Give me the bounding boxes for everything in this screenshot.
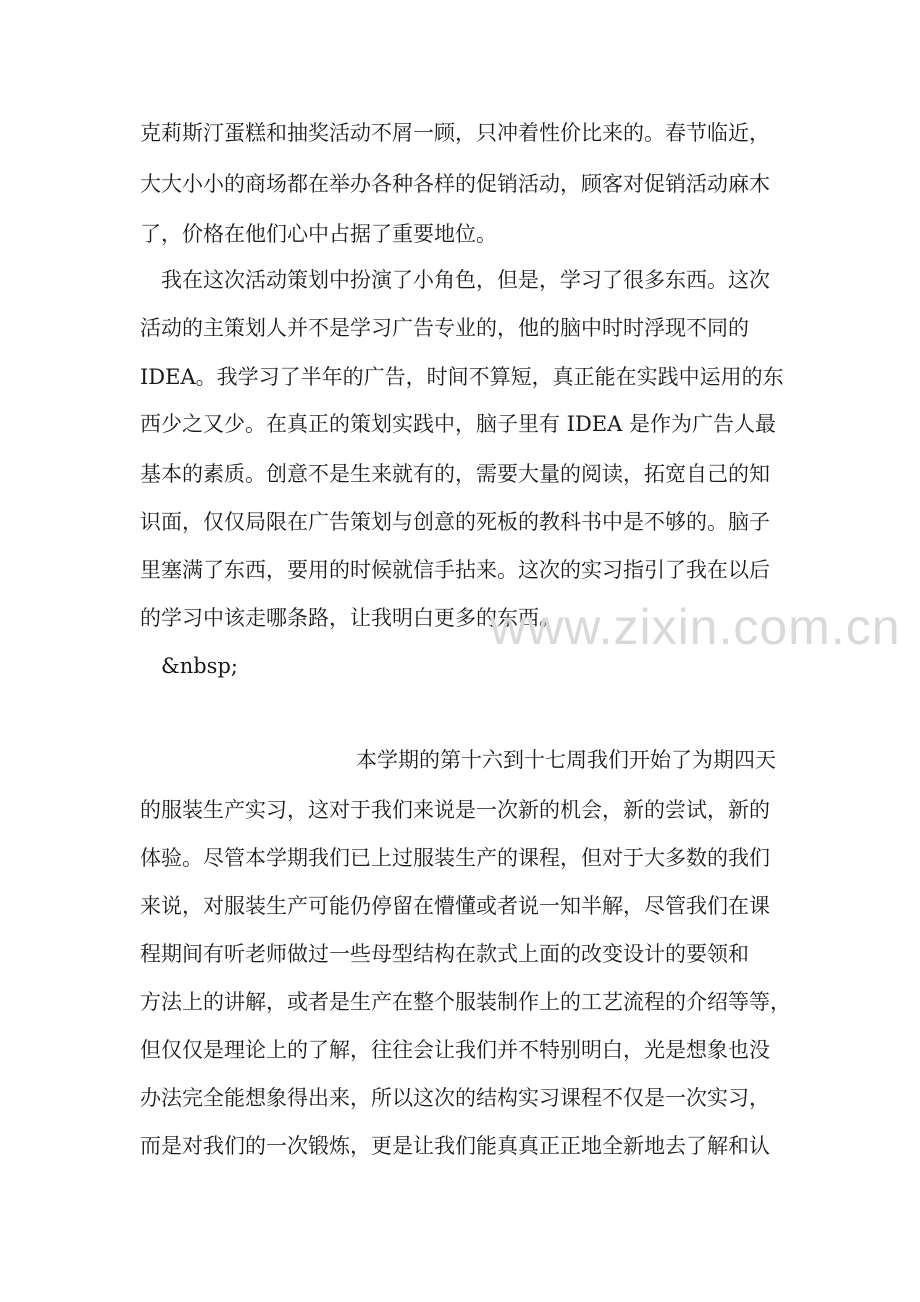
paragraph-2-line-3: IDEA。我学习了半年的广告，时间不算短，真正能在实践中运用的东 xyxy=(140,365,784,389)
paragraph-3-line-7: 但仅仅是理论上的了解，往往会让我们并不特别明白，光是想象也没 xyxy=(140,1038,770,1062)
paragraph-2-line-6: 识面，仅仅局限在广告策划与创意的死板的教科书中是不够的。脑子 xyxy=(140,510,770,534)
paragraph-3-line-1: 本学期的第十六到十七周我们开始了为期四天 xyxy=(356,748,776,772)
paragraph-2-line-2: 活动的主策划人并不是学习广告专业的，他的脑中时时浮现不同的 xyxy=(140,316,749,340)
paragraph-2-line-1: 我在这次活动策划中扮演了小角色，但是，学习了很多东西。这次 xyxy=(161,268,770,292)
paragraph-1-line-1: 克莉斯汀蛋糕和抽奖活动不屑一顾，只冲着性价比来的。春节临近， xyxy=(140,121,770,145)
paragraph-1-line-3: 了，价格在他们心中占据了重要地位。 xyxy=(140,222,497,246)
paragraph-3-line-6: 方法上的讲解，或者是生产在整个服装制作上的工艺流程的介绍等等， xyxy=(140,990,791,1014)
paragraph-1-line-2: 大大小小的商场都在举办各种各样的促销活动，顾客对促销活动麻木 xyxy=(140,172,770,196)
paragraph-3-line-5: 程期间有听老师做过一些母型结构在款式上面的改变设计的要领和 xyxy=(140,942,749,966)
paragraph-3-line-8: 办法完全能想象得出来，所以这次的结构实习课程不仅是一次实习， xyxy=(140,1086,770,1110)
paragraph-3-line-4: 来说，对服装生产可能仍停留在懵懂或者说一知半解，尽管我们在课 xyxy=(140,894,770,918)
paragraph-3-line-2: 的服装生产实习，这对于我们来说是一次新的机会，新的尝试，新的 xyxy=(140,798,770,822)
nbsp-entity-text: &nbsp; xyxy=(161,654,238,678)
paragraph-2-line-8: 的学习中该走哪条路，让我明白更多的东西。 xyxy=(140,606,560,630)
paragraph-2-line-5: 基本的素质。创意不是生来就有的，需要大量的阅读，拓宽自己的知 xyxy=(140,462,770,486)
watermark-text: www.zixin.com.cn xyxy=(490,599,901,655)
paragraph-2-line-7: 里塞满了东西，要用的时候就信手拈来。这次的实习指引了我在以后 xyxy=(140,558,770,582)
paragraph-2-line-4: 西少之又少。在真正的策划实践中，脑子里有 IDEA 是作为广告人最 xyxy=(140,412,776,436)
paragraph-3-line-3: 体验。尽管本学期我们已上过服装生产的课程，但对于大多数的我们 xyxy=(140,846,770,870)
paragraph-3-line-9: 而是对我们的一次锻炼，更是让我们能真真正正地全新地去了解和认 xyxy=(140,1134,770,1158)
